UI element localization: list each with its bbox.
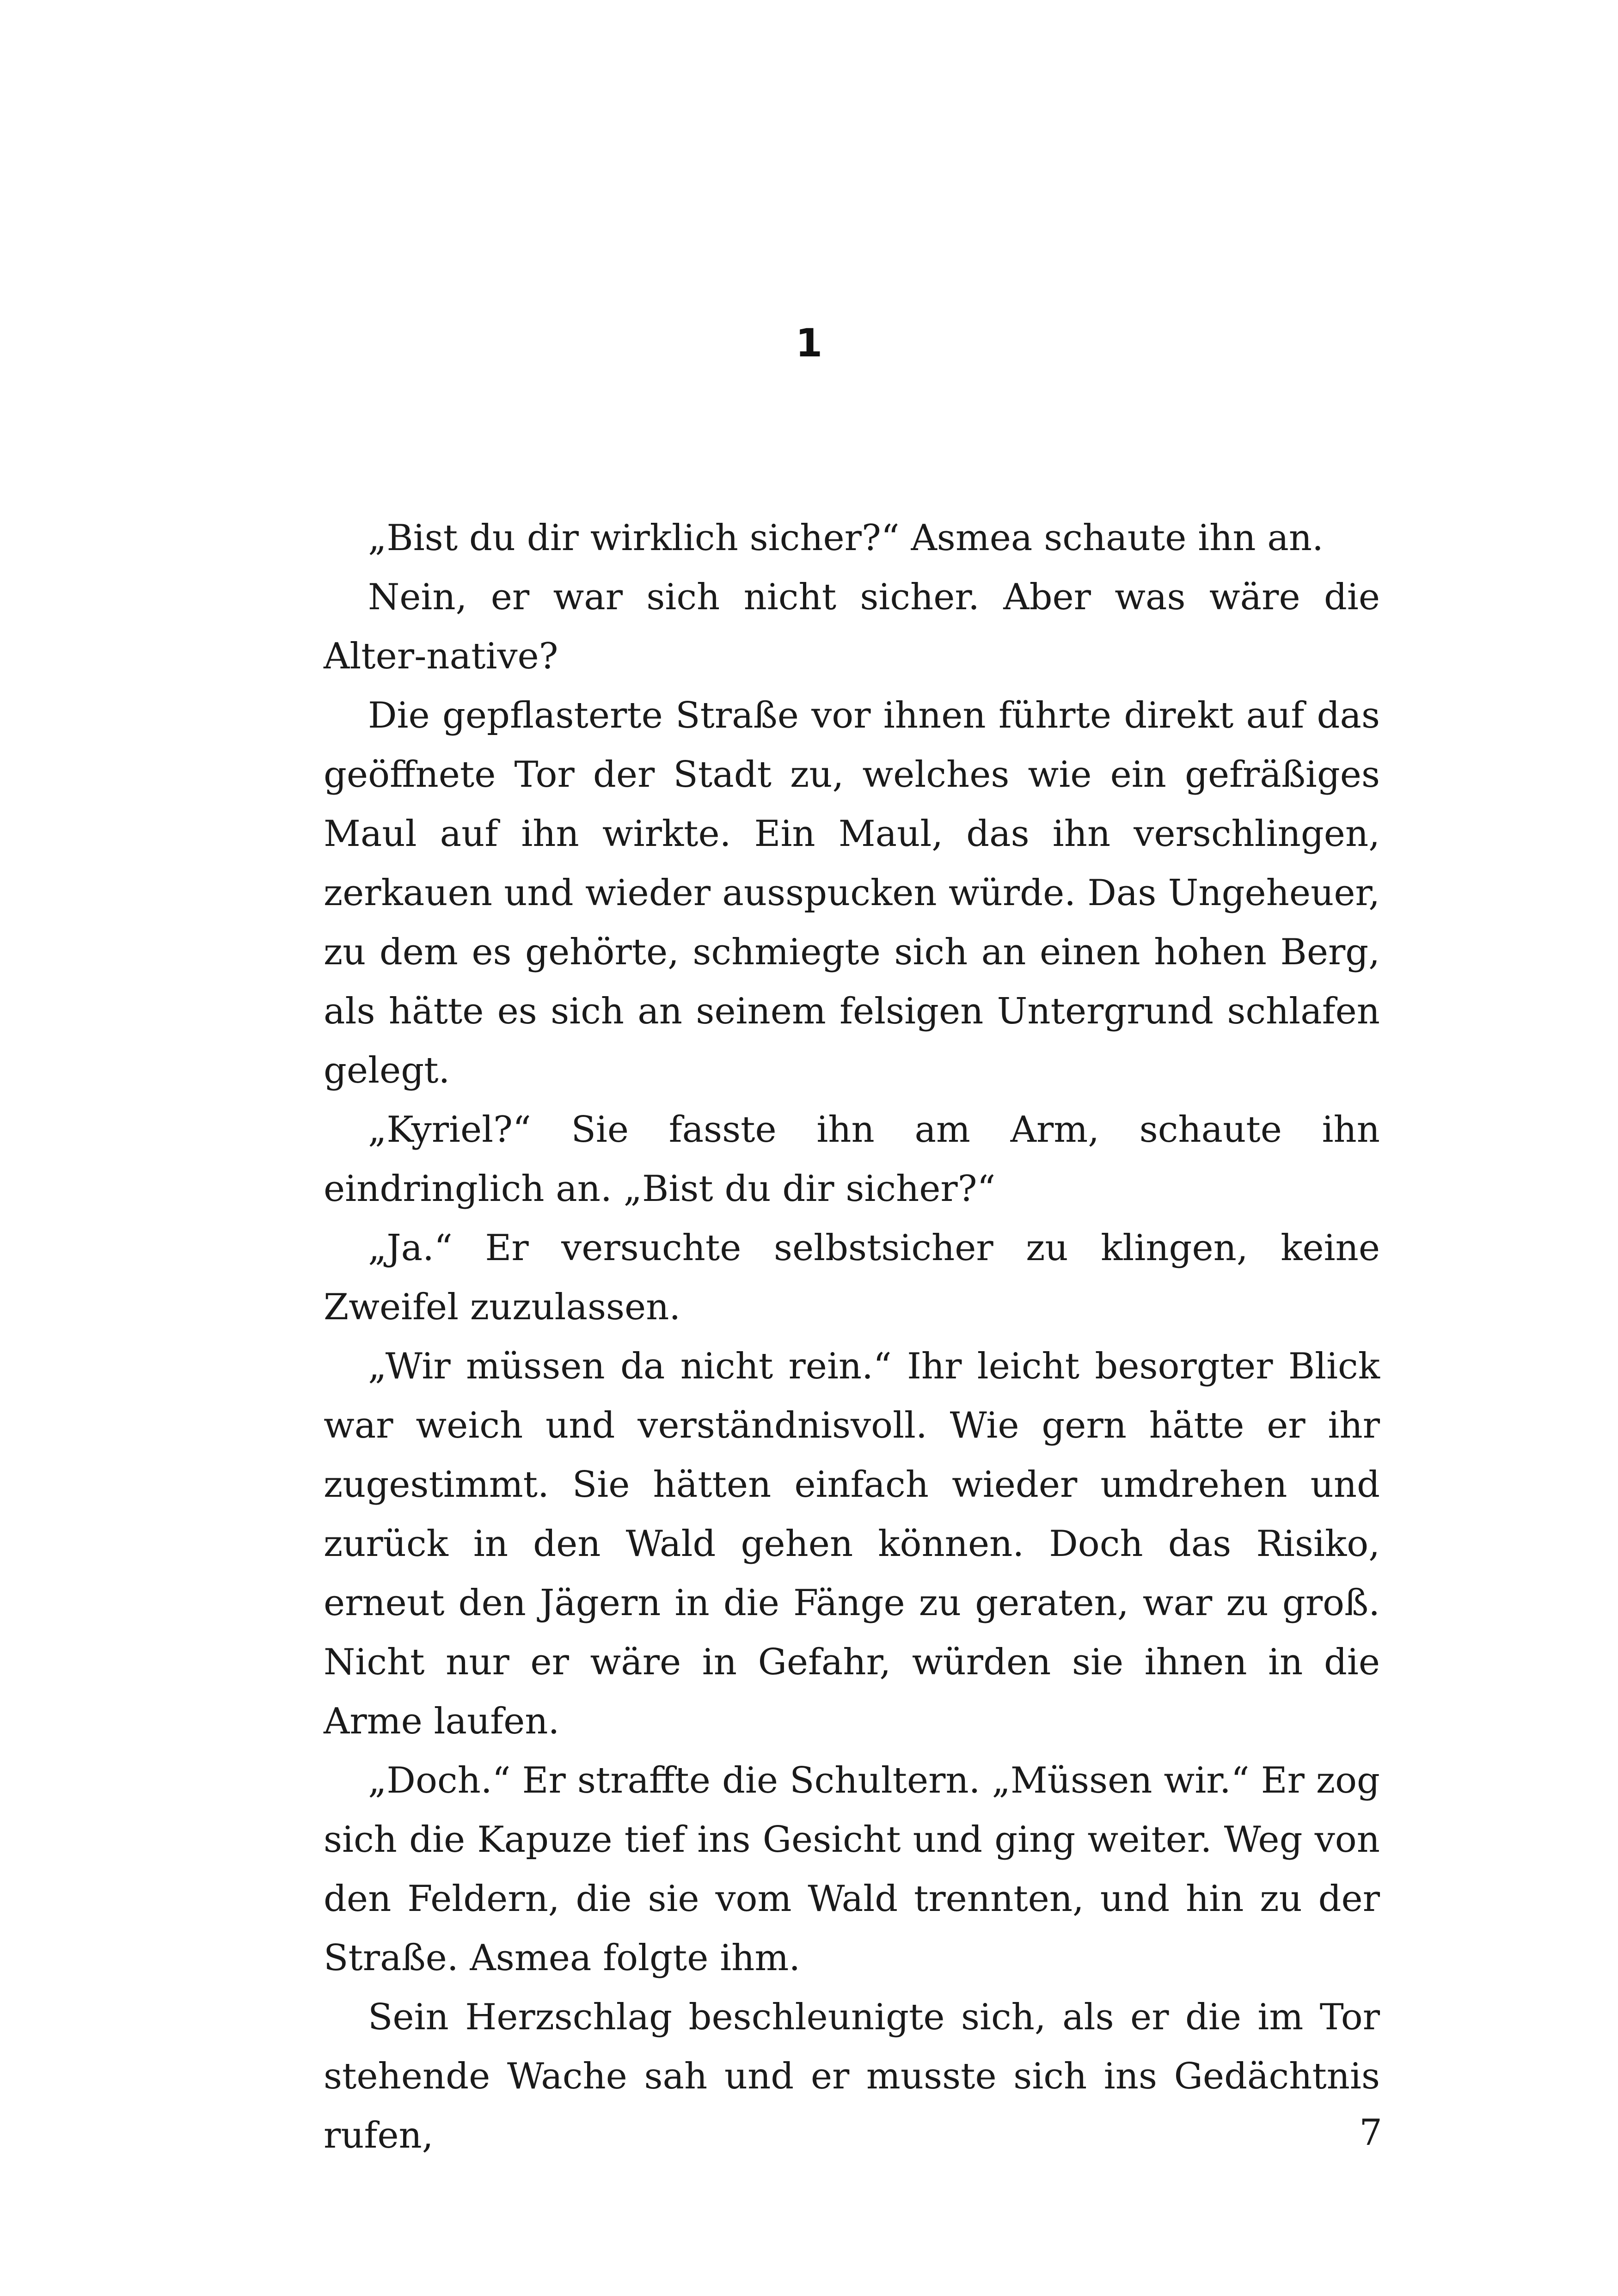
page-number: 7 xyxy=(1359,2112,1382,2154)
paragraph: „Kyriel?“ Sie fasste ihn am Arm, schaute ihn eindringlich an. „Bist du dir sicher?“ xyxy=(324,1109,1380,1210)
paragraph: Nein, er war sich nicht sicher. Aber was wäre die Alter-native? xyxy=(324,576,1380,677)
paragraph: „Ja.“ Er versuchte selbstsicher zu klingen, keine Zweifel zuzulassen. xyxy=(324,1227,1380,1328)
paragraph: „Wir müssen da nicht rein.“ Ihr leicht besorgter Blick war weich und verständnisvoll. Wie gern hätte er ihr zugestimmt. Sie hätten einfach wieder umdrehen und zurück in den Wald gehen können. Doch das Risiko, erneut den Jägern in die Fänge zu geraten, war zu groß. Nicht nur er wäre in Gefahr, würden sie ihnen in die Arme laufen. xyxy=(324,1346,1380,1742)
paragraph: Die gepflasterte Straße vor ihnen führte direkt auf das geöffnete Tor der Stadt zu, welches wie ein gefräßiges Maul auf ihn wirkte. Ein Maul, das ihn verschlingen, zerkauen und wieder ausspucken würde. Das Ungeheuer, zu dem es gehörte, schmiegte sich an einen hohen Berg, als hätte es sich an seinem felsigen Untergrund schlafen gelegt. xyxy=(324,695,1380,1091)
paragraph: Sein Herzschlag beschleunigte sich, als er die im Tor stehende Wache sah und er musste sich ins Gedächtnis rufen, xyxy=(324,1996,1380,2156)
paragraph: „Bist du dir wirklich sicher?“ Asmea schaute ihn an. xyxy=(368,517,1324,559)
body-text xyxy=(324,508,1380,2165)
chapter-number: 1 xyxy=(795,320,823,366)
paragraph: „Doch.“ Er straffte die Schultern. „Müssen wir.“ Er zog sich die Kapuze tief ins Gesicht und ging weiter. Weg von den Feldern, die sie vom Wald trennten, und hin zu der Straße. Asmea folgte ihm. xyxy=(324,1760,1380,1979)
